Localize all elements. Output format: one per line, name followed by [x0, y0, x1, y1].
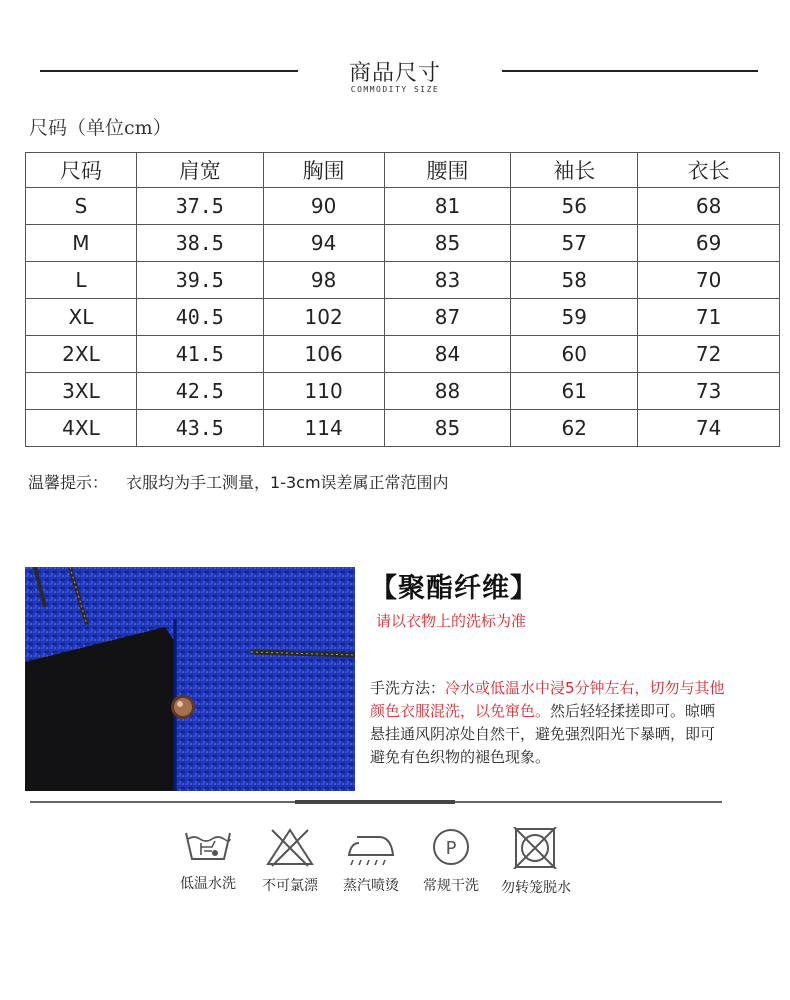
size-unit-label: 尺码（单位cm） [29, 117, 172, 139]
table-cell: 60 [511, 336, 638, 373]
col-header: 尺码 [26, 153, 137, 188]
table-cell: 94 [263, 225, 384, 262]
care-item-steam-iron [331, 827, 411, 895]
care-label: 不可氯漂 [262, 878, 318, 894]
table-cell: 85 [384, 410, 511, 447]
table-cell: 74 [638, 410, 780, 447]
tip-text: 衣服均为手工测量，1-3cm误差属正常范围内 [126, 473, 449, 492]
material-note: 请以衣物上的洗标为准 [376, 612, 527, 630]
table-cell: 43.5 [136, 410, 263, 447]
no-bleach-icon [264, 827, 316, 867]
table-cell: 62 [511, 410, 638, 447]
size-table-header [26, 153, 780, 188]
table-cell: XL [26, 299, 137, 336]
care-label: 常规干洗 [423, 878, 479, 894]
fabric-photo [25, 567, 355, 791]
table-cell: 57 [511, 225, 638, 262]
table-cell: 114 [263, 410, 384, 447]
table-cell: 102 [263, 299, 384, 336]
table-cell: 106 [263, 336, 384, 373]
table-cell: S [26, 188, 137, 225]
table-row [26, 262, 780, 299]
table-cell: 61 [511, 373, 638, 410]
section-subtitle: COMMODITY SIZE [350, 85, 440, 94]
tip-label: 温馨提示： [28, 473, 109, 492]
table-cell: 69 [638, 225, 780, 262]
wash-warning: 冷水或低温水中浸5分钟左右，切勿与其他颜色衣服混洗，以免窜色。 [370, 679, 725, 720]
col-header: 腰围 [384, 153, 511, 188]
table-row [26, 225, 780, 262]
table-cell: 41.5 [136, 336, 263, 373]
steam-iron-icon [345, 827, 397, 867]
table-row [26, 373, 780, 410]
table-cell: 59 [511, 299, 638, 336]
col-header: 衣长 [638, 153, 780, 188]
wash-text: 然后轻轻揉搓即可。晾晒悬挂通风阴凉处自然干，避免强烈阳光下暴晒，即可避免有色织物的褪色现象。 [370, 702, 716, 766]
table-cell: 38.5 [136, 225, 263, 262]
table-cell: 42.5 [136, 373, 263, 410]
measurement-tip [28, 470, 449, 493]
table-cell: 90 [263, 188, 384, 225]
material-title: 【聚酯纤维】 [370, 573, 538, 604]
wash-instructions [370, 677, 726, 769]
table-cell: 87 [384, 299, 511, 336]
table-cell: 39.5 [136, 262, 263, 299]
svg-text:P: P [445, 838, 457, 859]
table-row [26, 299, 780, 336]
care-label: 勿转笼脱水 [501, 880, 571, 896]
table-cell: 83 [384, 262, 511, 299]
wash-label: 手洗方法： [370, 679, 446, 697]
dry-clean-icon [425, 827, 477, 867]
table-cell: 110 [263, 373, 384, 410]
table-cell: 84 [384, 336, 511, 373]
table-row [26, 336, 780, 373]
size-table [25, 152, 780, 447]
table-cell: 3XL [26, 373, 137, 410]
col-header: 袖长 [511, 153, 638, 188]
table-cell: 73 [638, 373, 780, 410]
table-cell: 72 [638, 336, 780, 373]
table-cell: 85 [384, 225, 511, 262]
low-temp-wash-icon [182, 827, 234, 865]
care-item-no-bleach [250, 827, 330, 895]
table-cell: L [26, 262, 137, 299]
table-cell: 70 [638, 262, 780, 299]
table-row [26, 188, 780, 225]
col-header: 胸围 [263, 153, 384, 188]
table-cell: 88 [384, 373, 511, 410]
care-item-low-temp-wash [168, 827, 248, 893]
col-header: 肩宽 [136, 153, 263, 188]
table-cell: 81 [384, 188, 511, 225]
table-cell: 68 [638, 188, 780, 225]
table-cell: 40.5 [136, 299, 263, 336]
table-cell: 56 [511, 188, 638, 225]
table-cell: 98 [263, 262, 384, 299]
no-tumble-dry-icon [510, 827, 562, 869]
divider-accent [295, 800, 455, 804]
care-item-no-tumble-dry [496, 827, 576, 897]
care-label: 蒸汽喷烫 [343, 878, 399, 894]
table-cell: 71 [638, 299, 780, 336]
table-cell: 4XL [26, 410, 137, 447]
section-title: 商品尺寸 [348, 61, 441, 86]
table-row [26, 410, 780, 447]
table-cell: M [26, 225, 137, 262]
care-label: 低温水洗 [180, 876, 236, 892]
care-item-dry-clean [411, 827, 491, 895]
table-cell: 58 [511, 262, 638, 299]
table-cell: 2XL [26, 336, 137, 373]
table-cell: 37.5 [136, 188, 263, 225]
